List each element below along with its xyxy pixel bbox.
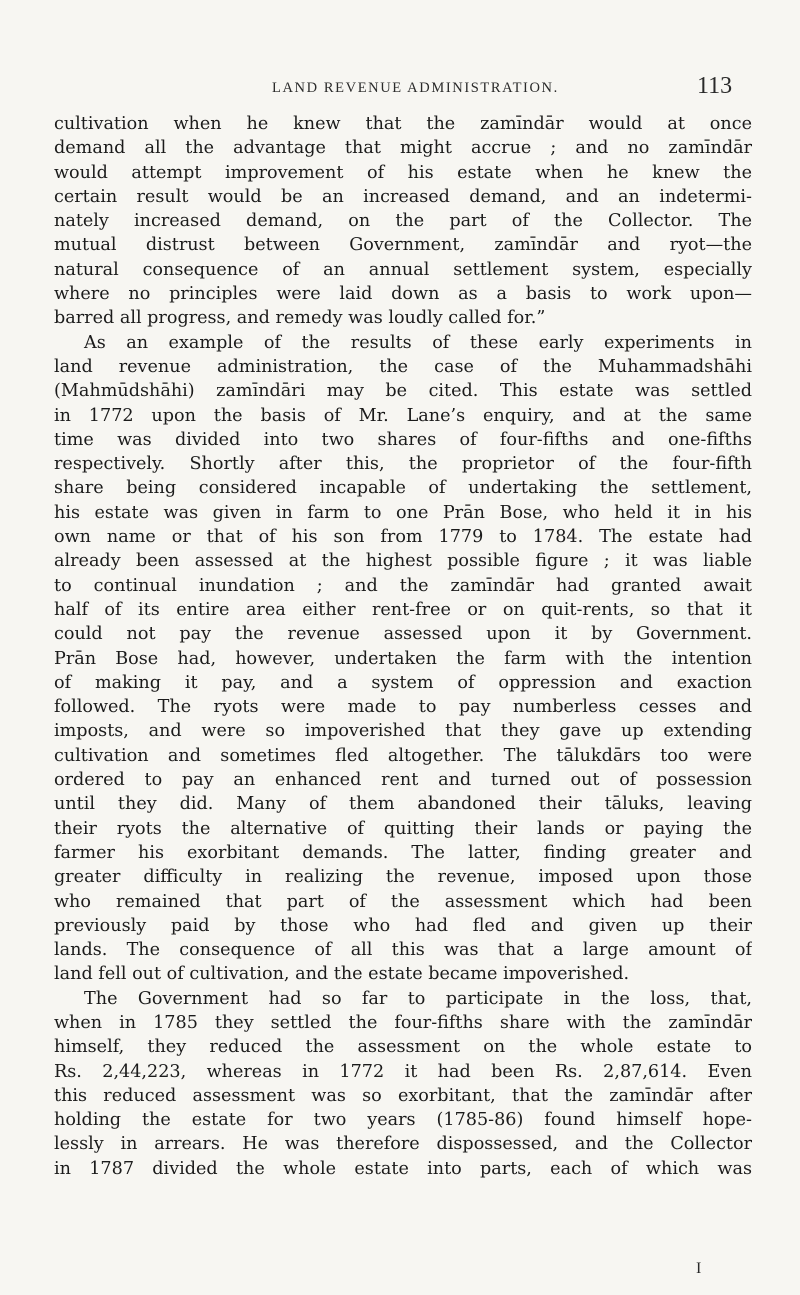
signature-mark: I [696,1260,702,1277]
text-line: The Government had so far to participate in the loss, that, [84,988,752,1009]
text-line: to continual inundation ; and the zamīndār had granted await [54,575,752,596]
text-line: their ryots the alternative of quitting their lands or paying the [54,818,752,839]
text-line: mutual distrust between Government, zamīndār and ryot—the [54,235,752,256]
text-line: land revenue administration, the case of the Muhammadshāhi [54,356,752,377]
paragraph-1 [54,112,752,331]
text-line: Rs. 2,44,223, whereas in 1772 it had been Rs. 2,87,614. Even [54,1061,752,1082]
text-line: farmer his exorbitant demands. The latter, finding greater and [54,842,752,863]
text-line: ordered to pay an enhanced rent and turned out of possession [54,770,752,791]
text-line: previously paid by those who had fled and given up their [54,915,752,936]
text-line: own name or that of his son from 1779 to 1784. The estate had [54,527,752,548]
text-line: As an example of the results of these early experiments in [84,332,752,353]
text-line: respectively. Shortly after this, the proprietor of the four-fifth [54,454,752,475]
text-line: share being considered incapable of undertaking the settlement, [54,478,752,499]
text-line: lands. The consequence of all this was that a large amount of [54,940,752,961]
text-line: when in 1785 they settled the four-fifths share with the zamīndār [54,1012,752,1033]
text-line: cultivation when he knew that the zamīndār would at once [54,114,752,134]
text-line: Prān Bose had, however, undertaken the farm with the intention [54,648,752,669]
text-line: demand all the advantage that might accrue ; and no zamīndār [54,138,752,159]
text-line: certain result would be an increased demand, and an indetermi- [54,186,752,207]
text-line: who remained that part of the assessment which had been [54,891,752,912]
text-line: in 1787 divided the whole estate into parts, each of which was [54,1158,752,1179]
text-line: natural consequence of an annual settlement system, especially [54,259,752,280]
text-line: half of its entire area either rent-free or on quit-rents, so that it [54,599,752,620]
page-number: 113 [697,73,733,99]
text-line: time was divided into two shares of four-fifths and one-fifths [54,429,752,450]
text-line: greater difficulty in realizing the revenue, imposed upon those [54,867,752,888]
text-line: followed. The ryots were made to pay numberless cesses and [54,697,752,718]
text-line: imposts, and were so impoverished that they gave up extending [54,721,752,742]
text-line: this reduced assessment was so exorbitant, that the zamīndār after [54,1085,752,1106]
text-line: nately increased demand, on the part of the Collector. The [54,211,752,232]
text-line: already been assessed at the highest possible figure ; it was liable [54,551,752,572]
text-line: his estate was given in farm to one Prān Bose, who held it in his [54,502,752,523]
text-line: barred all progress, and remedy was loudly called for.” [54,308,546,329]
paragraph-2 [54,331,752,987]
text-line: in 1772 upon the basis of Mr. Lane’s enquiry, and at the same [54,405,752,426]
text-line: land fell out of cultivation, and the estate became impoverished. [54,964,630,985]
text-line: (Mahmūdshāhi) zamīndāri may be cited. This estate was settled [54,381,752,402]
text-line: lessly in arrears. He was therefore dispossessed, and the Collector [54,1134,752,1155]
text-line: holding the estate for two years (1785-86) found himself hope- [54,1110,752,1131]
text-line: would attempt improvement of his estate when he knew the [54,162,752,183]
text-line: until they did. Many of them abandoned their tāluks, leaving [54,794,752,815]
text-line: could not pay the revenue assessed upon it by Government. [54,624,752,645]
text-line: cultivation and sometimes fled altogether. The tālukdārs too were [54,745,752,766]
body-text [54,112,752,1181]
text-line: where no principles were laid down as a basis to work upon— [54,284,752,305]
paragraph-3 [54,987,752,1181]
text-line: of making it pay, and a system of oppression and exaction [54,672,752,693]
running-head: LAND REVENUE ADMINISTRATION. [272,80,559,96]
text-line: himself, they reduced the assessment on the whole estate to [54,1037,752,1058]
